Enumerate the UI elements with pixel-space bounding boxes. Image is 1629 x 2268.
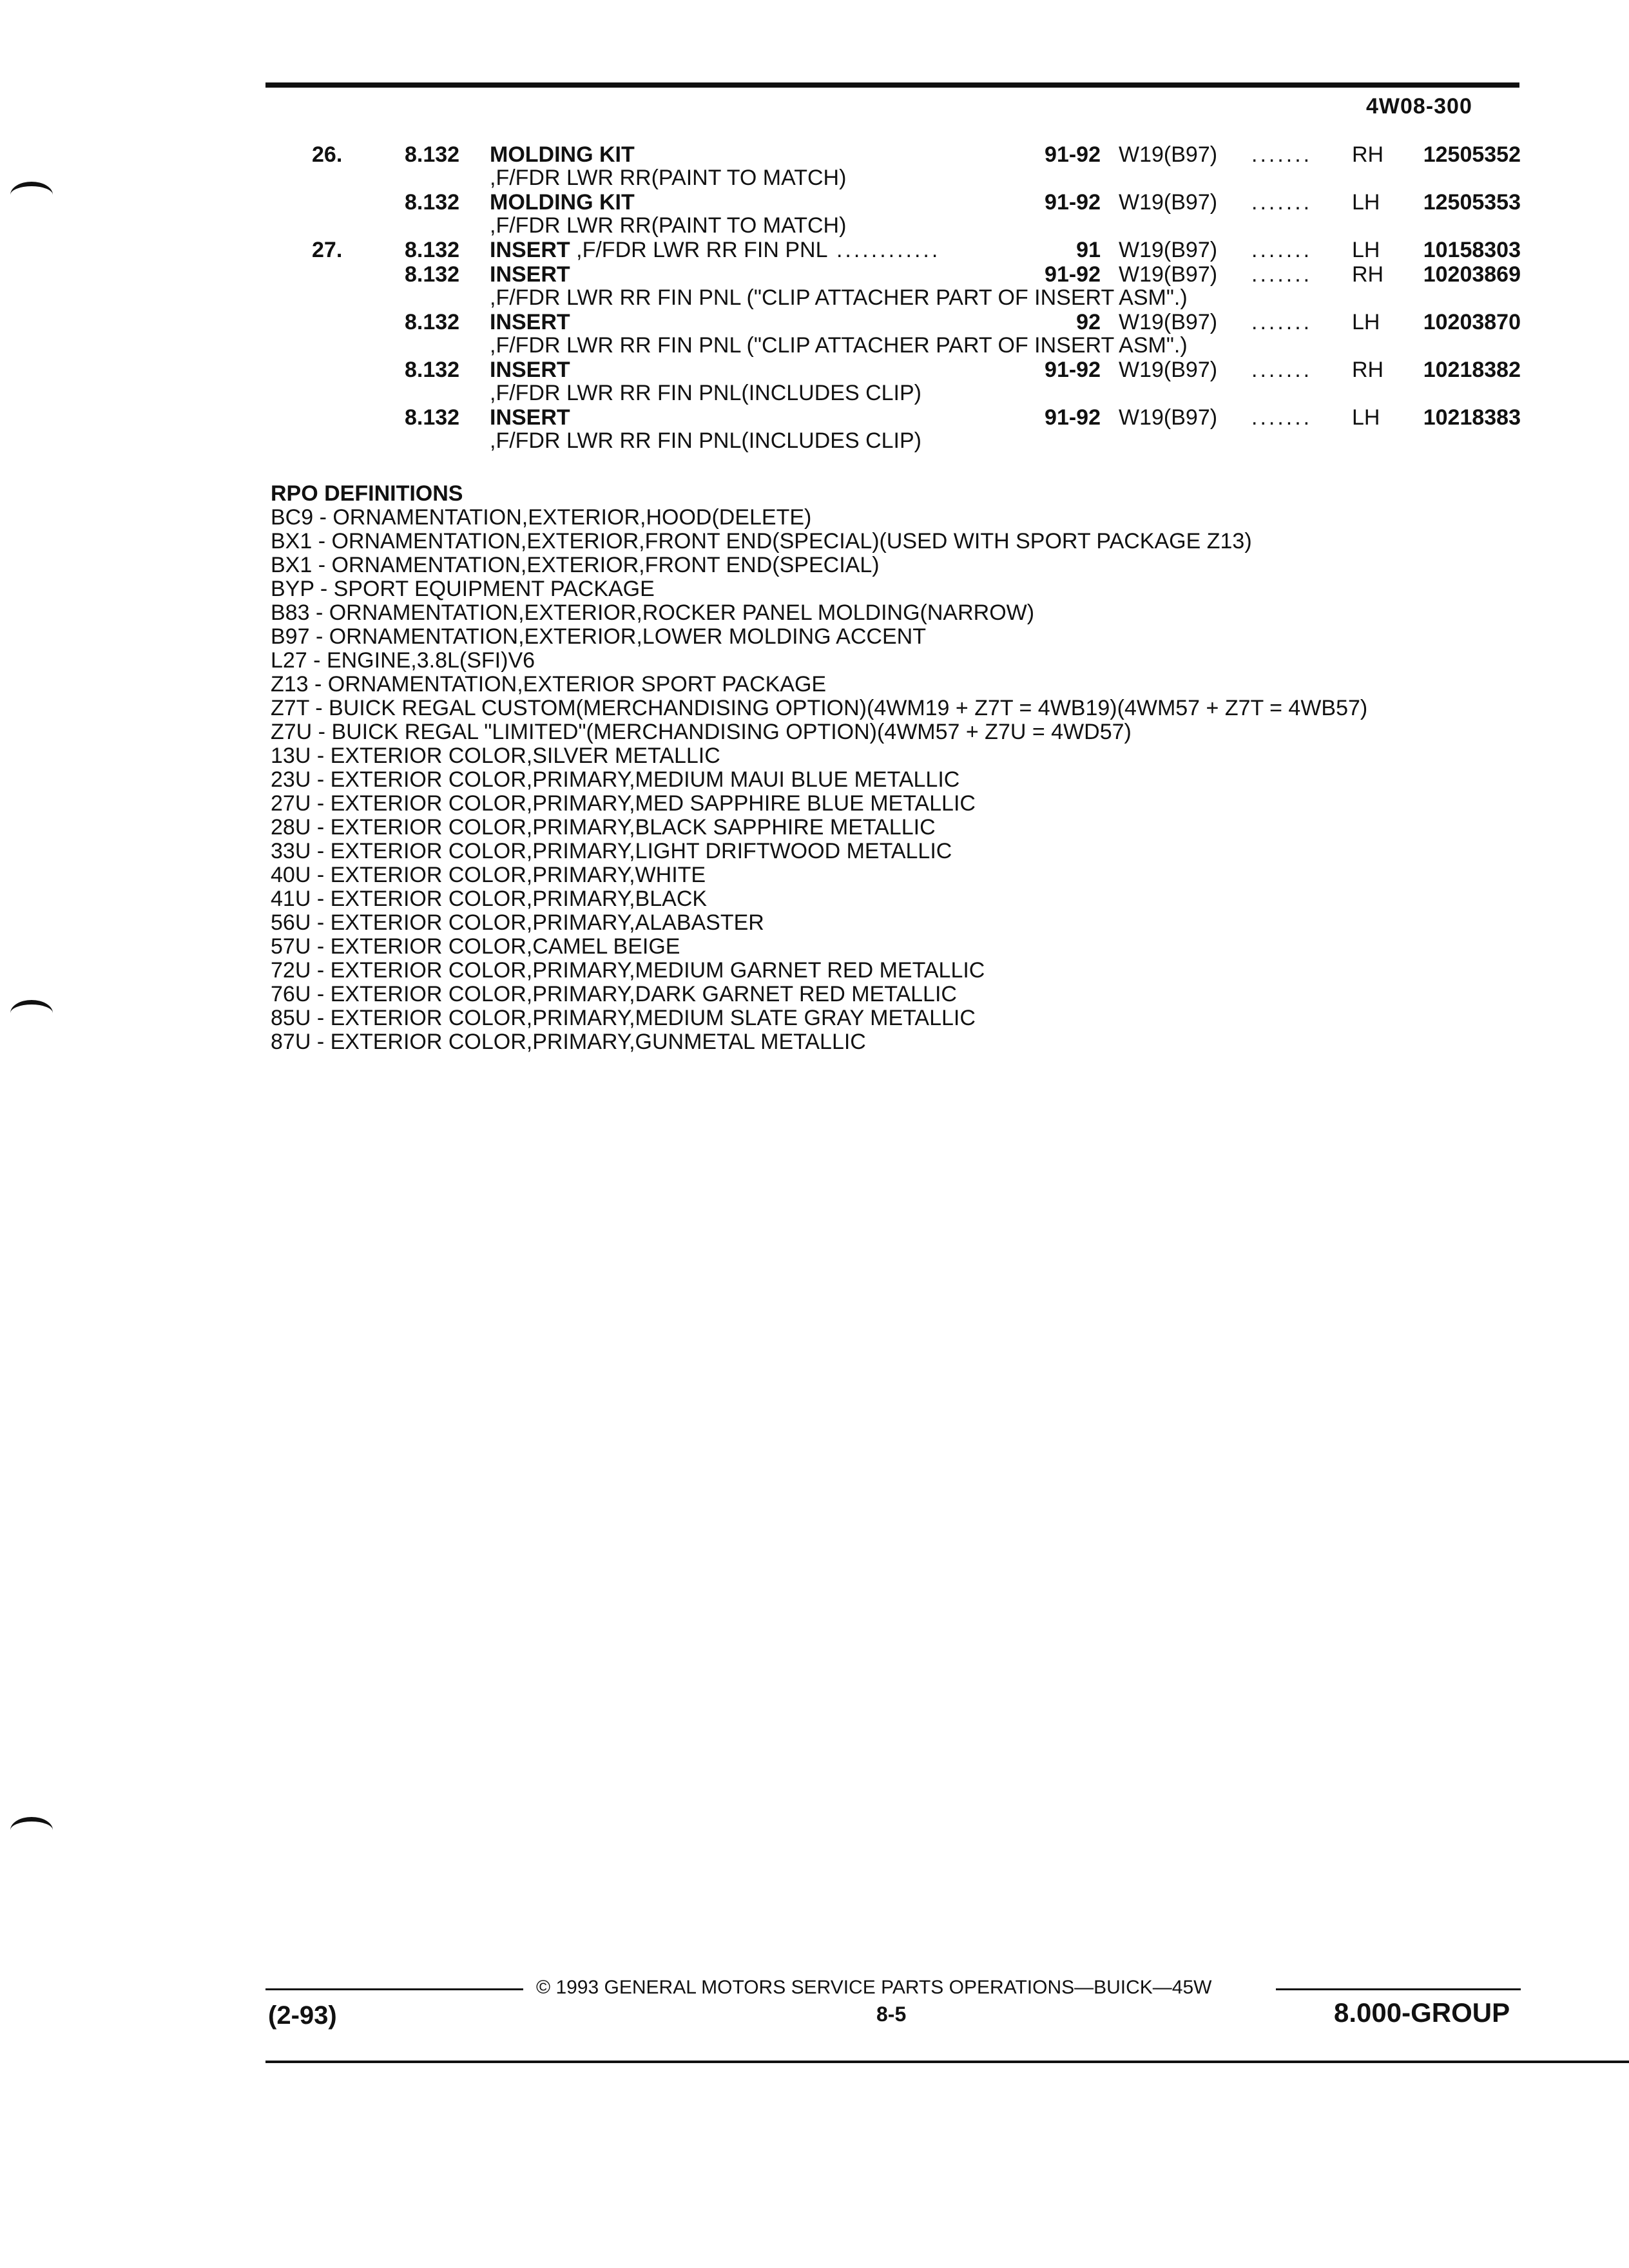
part-name: INSERT xyxy=(490,238,570,262)
part-name: INSERT xyxy=(490,358,570,382)
leader-dots: ............ xyxy=(827,238,941,262)
part-row xyxy=(0,263,1629,311)
rpo-definition: 87U - EXTERIOR COLOR,PRIMARY,GUNMETAL METALLIC xyxy=(271,1030,866,1054)
section-number: 8.132 xyxy=(405,405,460,430)
model-years: 91 xyxy=(1076,238,1101,262)
part-row xyxy=(0,311,1629,358)
part-description xyxy=(490,358,979,405)
part-number: 10203870 xyxy=(1423,310,1521,334)
model-code: W19(B97) xyxy=(1119,405,1218,430)
model-code: W19(B97) xyxy=(1119,262,1218,287)
part-name: INSERT xyxy=(490,405,570,430)
rpo-definition: 23U - EXTERIOR COLOR,PRIMARY,MEDIUM MAUI BLUE METALLIC xyxy=(271,767,960,792)
parts-list xyxy=(0,143,1629,454)
rpo-definition: B83 - ORNAMENTATION,EXTERIOR,ROCKER PANEL MOLDING(NARROW) xyxy=(271,601,1035,625)
part-number: 10218383 xyxy=(1423,405,1521,430)
model-code: W19(B97) xyxy=(1119,142,1218,167)
leader-dots: ....... xyxy=(1251,310,1313,334)
leader-dots: ....... xyxy=(1251,190,1313,215)
rpo-definition: 57U - EXTERIOR COLOR,CAMEL BEIGE xyxy=(271,934,680,959)
side: LH xyxy=(1352,405,1380,430)
rpo-definition: Z7U - BUICK REGAL "LIMITED"(MERCHANDISING OPTION)(4WM57 + Z7U = 4WD57) xyxy=(271,720,1132,744)
footer-rule-left xyxy=(265,1988,523,1990)
item-number: 26. xyxy=(312,142,343,167)
rpo-definition: 41U - EXTERIOR COLOR,PRIMARY,BLACK xyxy=(271,887,708,911)
side: RH xyxy=(1352,142,1384,167)
part-row xyxy=(0,238,1629,263)
rpo-definition: Z7T - BUICK REGAL CUSTOM(MERCHANDISING OPTION)(4WM19 + Z7T = 4WB19)(4WM57 + Z7T = 4WB57) xyxy=(271,696,1368,720)
part-desc-text: ,F/FDR LWR RR FIN PNL(INCLUDES CLIP) xyxy=(490,381,921,405)
rpo-definition: 40U - EXTERIOR COLOR,PRIMARY,WHITE xyxy=(271,863,706,887)
section-number: 8.132 xyxy=(405,358,460,382)
part-description xyxy=(490,191,979,237)
side: LH xyxy=(1352,190,1380,215)
section-number: 8.132 xyxy=(405,310,460,334)
item-number: 27. xyxy=(312,238,343,262)
rpo-definitions xyxy=(271,482,1367,1054)
rpo-definition: L27 - ENGINE,3.8L(SFI)V6 xyxy=(271,648,535,673)
rpo-definition: Z13 - ORNAMENTATION,EXTERIOR SPORT PACKAGE xyxy=(271,672,827,697)
part-number: 12505352 xyxy=(1423,142,1521,167)
model-years: 91-92 xyxy=(1045,405,1101,430)
section-number: 8.132 xyxy=(405,142,460,167)
part-name: INSERT xyxy=(490,262,570,287)
part-row xyxy=(0,406,1629,454)
rpo-definition: BC9 - ORNAMENTATION,EXTERIOR,HOOD(DELETE) xyxy=(271,505,812,530)
part-row xyxy=(0,143,1629,191)
model-years: 91-92 xyxy=(1045,142,1101,167)
model-code: W19(B97) xyxy=(1119,238,1218,262)
part-number: 10218382 xyxy=(1423,358,1521,382)
rpo-definition: BX1 - ORNAMENTATION,EXTERIOR,FRONT END(SPECIAL) xyxy=(271,553,880,577)
part-desc-text: ,F/FDR LWR RR FIN PNL ("CLIP ATTACHER PART OF INSERT ASM".) xyxy=(490,285,1188,310)
section-number: 8.132 xyxy=(405,190,460,215)
top-rule xyxy=(265,82,1519,88)
footer-page-number: 8-5 xyxy=(876,2003,907,2026)
binder-punch-mark xyxy=(10,182,53,208)
side: RH xyxy=(1352,358,1384,382)
side: RH xyxy=(1352,262,1384,287)
part-number: 10158303 xyxy=(1423,238,1521,262)
section-number: 8.132 xyxy=(405,262,460,287)
part-name: MOLDING KIT xyxy=(490,190,635,215)
leader-dots: ....... xyxy=(1251,358,1313,382)
part-desc-text: ,F/FDR LWR RR(PAINT TO MATCH) xyxy=(490,213,847,238)
model-code: W19(B97) xyxy=(1119,358,1218,382)
leader-dots: ....... xyxy=(1251,405,1313,430)
rpo-definition: B97 - ORNAMENTATION,EXTERIOR,LOWER MOLDING ACCENT xyxy=(271,624,926,649)
footer-group: 8.000-GROUP xyxy=(1334,1997,1510,2028)
footer-copyright: © 1993 GENERAL MOTORS SERVICE PARTS OPERATIONS—BUICK—45W xyxy=(536,1977,1212,1998)
model-code: W19(B97) xyxy=(1119,310,1218,334)
rpo-definition: 27U - EXTERIOR COLOR,PRIMARY,MED SAPPHIRE BLUE METALLIC xyxy=(271,791,976,816)
leader-dots: ....... xyxy=(1251,238,1313,262)
model-years: 91-92 xyxy=(1045,190,1101,215)
side: LH xyxy=(1352,238,1380,262)
side: LH xyxy=(1352,310,1380,334)
binder-punch-mark xyxy=(10,1817,53,1843)
rpo-definition: 72U - EXTERIOR COLOR,PRIMARY,MEDIUM GARNET RED METALLIC xyxy=(271,958,985,983)
rpo-definition: 13U - EXTERIOR COLOR,SILVER METALLIC xyxy=(271,744,720,768)
rpo-title: RPO DEFINITIONS xyxy=(271,481,463,506)
part-desc-text: ,F/FDR LWR RR(PAINT TO MATCH) xyxy=(490,166,847,190)
part-name: MOLDING KIT xyxy=(490,142,635,167)
part-description xyxy=(490,143,979,189)
rpo-definition: BYP - SPORT EQUIPMENT PACKAGE xyxy=(271,577,655,601)
section-number: 8.132 xyxy=(405,238,460,262)
model-years: 92 xyxy=(1076,310,1101,334)
footer-rule-right xyxy=(1276,1988,1521,1990)
part-row xyxy=(0,191,1629,238)
part-number: 10203869 xyxy=(1423,262,1521,287)
part-number: 12505353 xyxy=(1423,190,1521,215)
bottom-rule xyxy=(265,2061,1629,2063)
part-desc-text: ,F/FDR LWR RR FIN PNL xyxy=(570,238,828,262)
part-description xyxy=(490,238,979,262)
leader-dots: ....... xyxy=(1251,262,1313,287)
footer-date: (2-93) xyxy=(268,2001,337,2030)
rpo-items xyxy=(271,506,1367,1054)
model-code: W19(B97) xyxy=(1119,190,1218,215)
part-name: INSERT xyxy=(490,310,570,334)
rpo-definition: 28U - EXTERIOR COLOR,PRIMARY,BLACK SAPPHIRE METALLIC xyxy=(271,815,936,840)
part-row xyxy=(0,358,1629,406)
binder-punch-mark xyxy=(10,1000,53,1026)
part-desc-text: ,F/FDR LWR RR FIN PNL(INCLUDES CLIP) xyxy=(490,428,921,453)
rpo-definition: 33U - EXTERIOR COLOR,PRIMARY,LIGHT DRIFTWOOD METALLIC xyxy=(271,839,952,863)
part-desc-text: ,F/FDR LWR RR FIN PNL ("CLIP ATTACHER PART OF INSERT ASM".) xyxy=(490,333,1188,358)
rpo-definition: BX1 - ORNAMENTATION,EXTERIOR,FRONT END(SPECIAL)(USED WITH SPORT PACKAGE Z13) xyxy=(271,529,1252,553)
model-years: 91-92 xyxy=(1045,262,1101,287)
page-code: 4W08-300 xyxy=(1366,94,1472,119)
rpo-definition: 56U - EXTERIOR COLOR,PRIMARY,ALABASTER xyxy=(271,910,764,935)
rpo-definition: 76U - EXTERIOR COLOR,PRIMARY,DARK GARNET RED METALLIC xyxy=(271,982,957,1006)
model-years: 91-92 xyxy=(1045,358,1101,382)
rpo-definition: 85U - EXTERIOR COLOR,PRIMARY,MEDIUM SLATE GRAY METALLIC xyxy=(271,1006,976,1030)
part-description xyxy=(490,406,979,452)
leader-dots: ....... xyxy=(1251,142,1313,167)
